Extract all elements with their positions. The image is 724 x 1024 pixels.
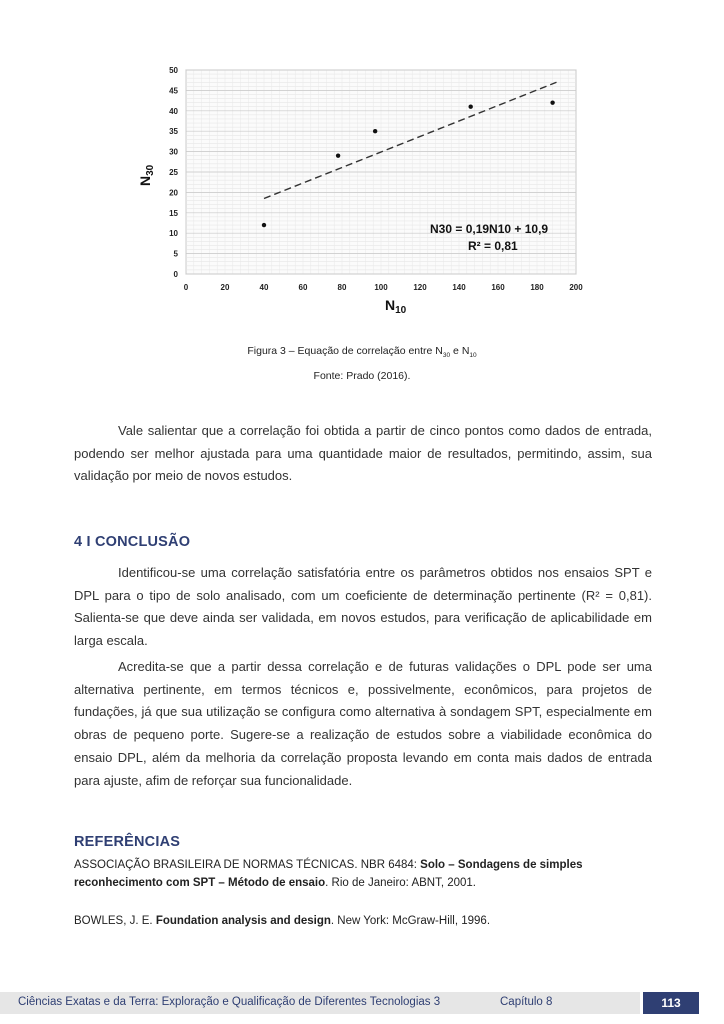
caption-text: Figura 3 – Equação de correlação entre N <box>247 345 443 357</box>
equation-label: N30 = 0,19N10 + 10,9 <box>430 222 549 236</box>
y-tick-label: 50 <box>169 66 178 75</box>
ref1-title: Solo – Sondagens de simples reconhecimento com SPT – Método de ensaio <box>74 859 583 889</box>
caption-sub-30: 30 <box>442 352 451 360</box>
correlation-chart <box>130 58 600 328</box>
y-tick-label: 10 <box>169 229 178 239</box>
x-axis-title-main: N <box>385 297 396 313</box>
ref1-authors: ASSOCIAÇÃO BRASILEIRA DE NORMAS TÉCNICAS. NBR 6484: <box>74 859 421 871</box>
data-point <box>550 100 554 104</box>
figure-caption <box>0 345 724 359</box>
y-tick-label: 25 <box>169 168 178 177</box>
y-tick-label: 5 <box>173 249 178 259</box>
ref2-publisher: . New York: McGraw-Hill, 1996. <box>330 915 491 927</box>
x-tick-label: 120 <box>413 283 427 292</box>
y-tick-label: 35 <box>169 127 178 137</box>
figure-source: Fonte: Prado (2016). <box>313 370 411 382</box>
paragraph-1-text: Vale salientar que a correlação foi obtida a partir de cinco pontos como dados de entrada, podendo ser melhor ajustada para uma quantidade maior de resultados, permitindo, assim, sua validação por meio de novos estudos. <box>74 423 652 484</box>
x-tick-label: 40 <box>259 283 269 292</box>
data-point <box>469 105 473 109</box>
x-axis-title-sub: 10 <box>395 305 407 316</box>
reference-abnt <box>74 856 654 892</box>
page-number: 113 <box>643 992 699 1014</box>
x-tick-label: 80 <box>337 283 347 292</box>
data-point <box>262 223 266 227</box>
paragraph-1 <box>74 420 652 488</box>
x-tick-label: 180 <box>530 283 544 292</box>
footer-book-title: Ciências Exatas e da Terra: Exploração e Qualificação de Diferentes Tecnologias 3 <box>18 996 441 1008</box>
data-point <box>373 129 377 133</box>
section-title-referencias: REFERÊNCIAS <box>74 834 181 850</box>
data-point <box>336 153 340 157</box>
x-tick-label: 100 <box>374 283 388 292</box>
y-tick-label: 20 <box>169 188 178 198</box>
page-footer <box>0 992 724 1014</box>
ref2-title: Foundation analysis and design <box>155 915 331 927</box>
y-axis-title-sub: 30 <box>145 164 156 176</box>
reference-bowles <box>74 912 654 930</box>
y-tick-label: 30 <box>169 147 178 157</box>
caption-text-mid: e N <box>450 345 470 357</box>
x-axis-title <box>385 297 407 316</box>
x-tick-label: 0 <box>183 283 189 292</box>
y-tick-label: 0 <box>173 270 178 279</box>
ref2-authors: BOWLES, J. E. <box>74 915 156 927</box>
paragraph-3 <box>74 656 652 792</box>
r-squared-label: R² = 0,81 <box>468 239 518 253</box>
ref1-publisher: . Rio de Janeiro: ABNT, 2001. <box>325 877 477 889</box>
x-tick-label: 160 <box>491 283 505 292</box>
section-title-conclusao: 4 I CONCLUSÃO <box>74 534 191 550</box>
chart-svg <box>130 58 600 328</box>
footer-chapter: Capítulo 8 <box>500 996 553 1008</box>
x-tick-label: 20 <box>220 283 230 292</box>
x-tick-label: 60 <box>298 283 308 292</box>
y-tick-label: 45 <box>169 86 178 96</box>
paragraph-2-text: Identificou-se uma correlação satisfatória entre os parâmetros obtidos nos ensaios SPT e DPL para o tipo de solo analisado, com um coeficiente de determinação pertinente (R² = 0,81). Salienta-se que deve ainda ser validada, em novos estudos, para verificação de aplicabilidade em larga escala. <box>74 565 652 649</box>
y-tick-label: 15 <box>169 208 178 218</box>
paragraph-3-text: Acredita-se que a partir dessa correlação e de futuras validações o DPL pode ser uma alternativa pertinente, em termos técnicos e, possivelmente, econômicos, para projetos de fundações, já que sua utilização se configura como alternativa à sondagem SPT, especialmente em obras de pequeno porte. Sugere-se a realização de estudos sobre a viabilidade econômica do ensaio DPL, além da melhoria da correlação proposta levando em conta mais dados de entrada para ajuste, afim de reforçar sua funcionalidade. <box>74 659 652 788</box>
x-tick-label: 200 <box>569 283 583 292</box>
x-tick-label: 140 <box>452 283 466 292</box>
y-axis-title <box>137 164 156 186</box>
y-tick-label: 40 <box>169 106 178 116</box>
y-axis-title-main: N <box>137 175 153 186</box>
caption-sub-10: 10 <box>469 352 477 360</box>
paragraph-2 <box>74 562 652 653</box>
